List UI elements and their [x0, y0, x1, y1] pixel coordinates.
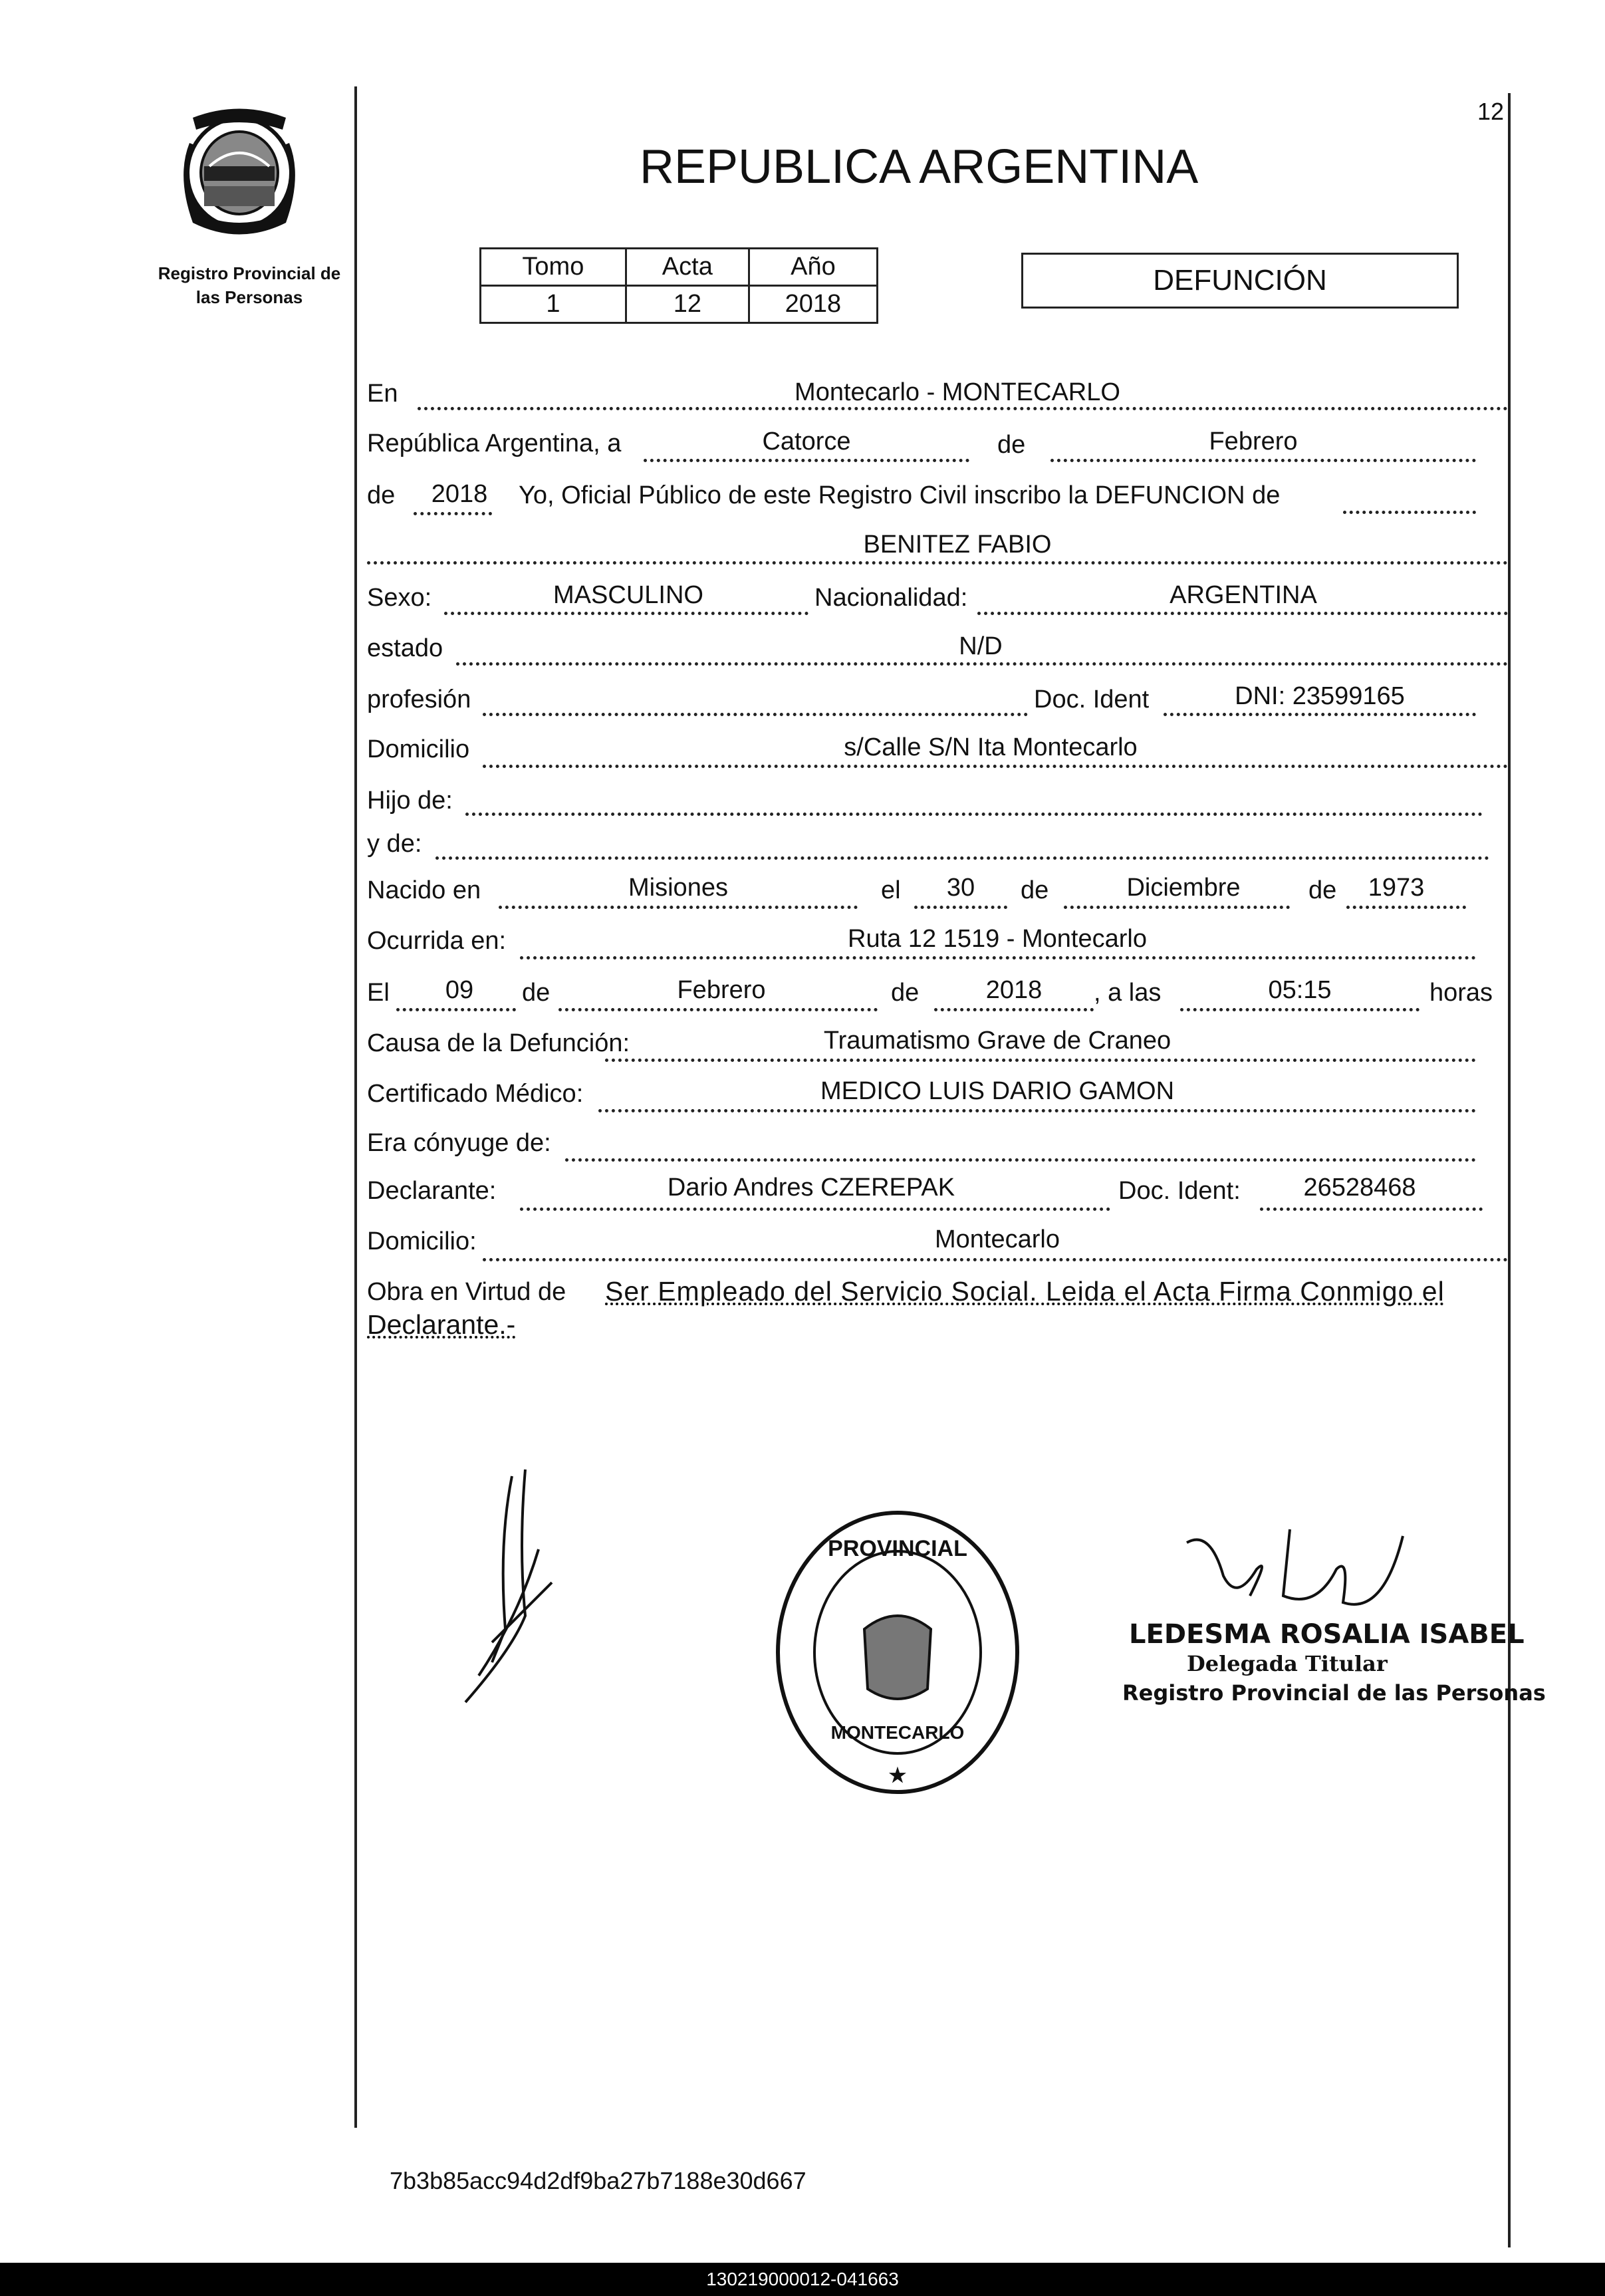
dots-fallec-mes	[558, 1008, 878, 1011]
label-a-las: , a las	[1094, 979, 1162, 1007]
value-declarante: Dario Andres CZEREPAK	[667, 1174, 955, 1202]
dots-hora	[1180, 1008, 1420, 1011]
label-doc-ident: Doc. Ident	[1034, 686, 1150, 713]
dots-nacido-lugar	[499, 906, 858, 909]
dots-nacionalidad	[977, 612, 1508, 615]
label-y-de: y de:	[367, 830, 422, 858]
dots-causa	[605, 1059, 1476, 1062]
value-certificado: MEDICO LUIS DARIO GAMON	[820, 1077, 1175, 1105]
dots-mes	[1050, 459, 1476, 462]
label-causa: Causa de la Defunción:	[367, 1029, 630, 1057]
label-certificado: Certificado Médico:	[367, 1080, 584, 1108]
label-horas: horas	[1429, 979, 1493, 1007]
label-nacionalidad: Nacionalidad:	[814, 584, 968, 612]
dots-y-de	[435, 856, 1489, 860]
label-nacido-en: Nacido en	[367, 876, 481, 904]
label-de-1: de	[1021, 876, 1049, 904]
label-profesion: profesión	[367, 686, 471, 713]
label-de-3: de	[522, 979, 551, 1007]
value-causa: Traumatismo Grave de Craneo	[823, 1027, 1172, 1055]
anio-value: 2018	[749, 286, 877, 323]
acta-table	[479, 247, 878, 324]
dots-profesion	[483, 713, 1028, 716]
province-seal-icon	[163, 103, 316, 249]
dots-en	[418, 407, 1508, 410]
value-ocurrida: Ruta 12 1519 - Montecarlo	[848, 925, 1147, 953]
label-domicilio-declarante: Domicilio:	[367, 1227, 477, 1255]
official-name: LEDESMA ROSALIA ISABEL	[1129, 1619, 1525, 1650]
label-doc-ident-declarante: Doc. Ident:	[1118, 1177, 1241, 1205]
label-de-anio: de	[367, 481, 396, 509]
value-lugar: Montecarlo - MONTECARLO	[795, 378, 1120, 406]
label-estado: estado	[367, 634, 443, 662]
label-el: el	[881, 876, 901, 904]
official-role: Delegada Titular	[1187, 1651, 1388, 1676]
svg-text:MONTECARLO: MONTECARLO	[830, 1722, 965, 1743]
dots-declarante-doc	[1260, 1208, 1483, 1211]
dots-fallec-dia	[396, 1008, 516, 1011]
value-dia-letras: Catorce	[762, 428, 851, 455]
official-signature-icon	[1183, 1516, 1436, 1622]
dots-conyuge	[565, 1158, 1476, 1162]
barcode-strip	[0, 2263, 1605, 2296]
dots-dia	[644, 459, 969, 462]
label-sexo: Sexo:	[367, 584, 432, 612]
value-anio: 2018	[431, 480, 488, 508]
value-nacido-dia: 30	[946, 874, 975, 902]
label-republica: República Argentina, a	[367, 430, 622, 457]
value-obra-line1: Ser Empleado del Servicio Social. Leida el Acta Firma Conmigo el	[605, 1276, 1445, 1307]
svg-text:PROVINCIAL: PROVINCIAL	[828, 1536, 967, 1561]
registry-name-line1: Registro Provincial de	[158, 263, 341, 283]
label-declarante: Declarante:	[367, 1177, 497, 1205]
value-declarante-dom: Montecarlo	[935, 1225, 1060, 1253]
record-type-box	[1021, 253, 1459, 309]
label-domicilio: Domicilio	[367, 735, 470, 763]
value-sexo: MASCULINO	[553, 581, 703, 609]
value-fallec-dia: 09	[445, 976, 474, 1004]
barcode-number: 130219000012-041663	[706, 2269, 899, 2289]
label-de-mes: de	[997, 431, 1026, 459]
document-hash: 7b3b85acc94d2df9ba27b7188e30d667	[390, 2167, 806, 2194]
delegation-stamp-icon	[765, 1503, 1031, 1802]
label-de-4: de	[891, 979, 920, 1007]
declarante-signature-icon	[452, 1463, 585, 1716]
dots-hijo-de	[465, 813, 1483, 816]
registry-name-line2: las Personas	[195, 287, 303, 307]
page-title: REPUBLICA ARGENTINA	[640, 140, 1199, 193]
label-en: En	[367, 380, 398, 408]
page-number: 12	[1477, 98, 1505, 125]
value-estado: N/D	[959, 632, 1003, 660]
dots-anio	[414, 512, 492, 515]
value-nombre: BENITEZ FABIO	[863, 531, 1052, 559]
svg-text:★: ★	[888, 1765, 907, 1787]
dots-fallec-anio	[934, 1008, 1094, 1011]
dots-nacido-anio	[1346, 906, 1466, 909]
dots-estado	[456, 662, 1508, 666]
record-type: DEFUNCIÓN	[1153, 264, 1327, 297]
label-el-fecha: El	[367, 979, 390, 1007]
official-org: Registro Provincial de las Personas	[1122, 1680, 1546, 1706]
dots-yo	[1343, 511, 1476, 514]
tomo-value: 1	[481, 286, 626, 323]
value-dni: DNI: 23599165	[1235, 682, 1405, 710]
right-margin-line	[1508, 93, 1511, 2247]
tomo-header: Tomo	[481, 249, 626, 286]
dots-declarante-dom	[483, 1258, 1508, 1261]
dots-domicilio	[483, 765, 1508, 768]
dots-nacido-dia	[914, 906, 1007, 909]
dots-nacido-mes	[1064, 906, 1290, 909]
label-de-2: de	[1308, 876, 1337, 904]
label-ocurrida: Ocurrida en:	[367, 927, 507, 955]
value-fallec-mes: Febrero	[677, 976, 766, 1004]
label-hijo-de: Hijo de:	[367, 787, 453, 815]
dots-sexo	[444, 612, 808, 615]
dots-declarante	[520, 1208, 1110, 1211]
value-obra-line2: Declarante.-	[367, 1309, 516, 1340]
value-nacido-mes: Diciembre	[1126, 874, 1241, 902]
dots-nombre	[367, 561, 1508, 565]
value-domicilio: s/Calle S/N Ita Montecarlo	[844, 733, 1138, 761]
acta-value: 12	[626, 286, 749, 323]
dots-ocurrida	[520, 956, 1476, 959]
dots-dni	[1164, 713, 1476, 716]
value-mes: Febrero	[1209, 428, 1298, 455]
value-nacido-lugar: Misiones	[628, 874, 728, 902]
value-nacionalidad: ARGENTINA	[1170, 581, 1317, 609]
label-conyuge: Era cónyuge de:	[367, 1129, 551, 1157]
left-margin-line	[354, 86, 357, 2128]
value-declarante-doc: 26528468	[1303, 1174, 1416, 1202]
value-nacido-anio: 1973	[1368, 874, 1425, 902]
anio-header: Año	[749, 249, 877, 286]
dots-certificado	[598, 1109, 1476, 1112]
value-hora: 05:15	[1268, 976, 1332, 1004]
label-yo: Yo, Oficial Público de este Registro Civil inscribo la DEFUNCION de	[519, 481, 1281, 509]
value-fallec-anio: 2018	[985, 976, 1043, 1004]
label-obra: Obra en Virtud de	[367, 1278, 566, 1306]
acta-header: Acta	[626, 249, 749, 286]
